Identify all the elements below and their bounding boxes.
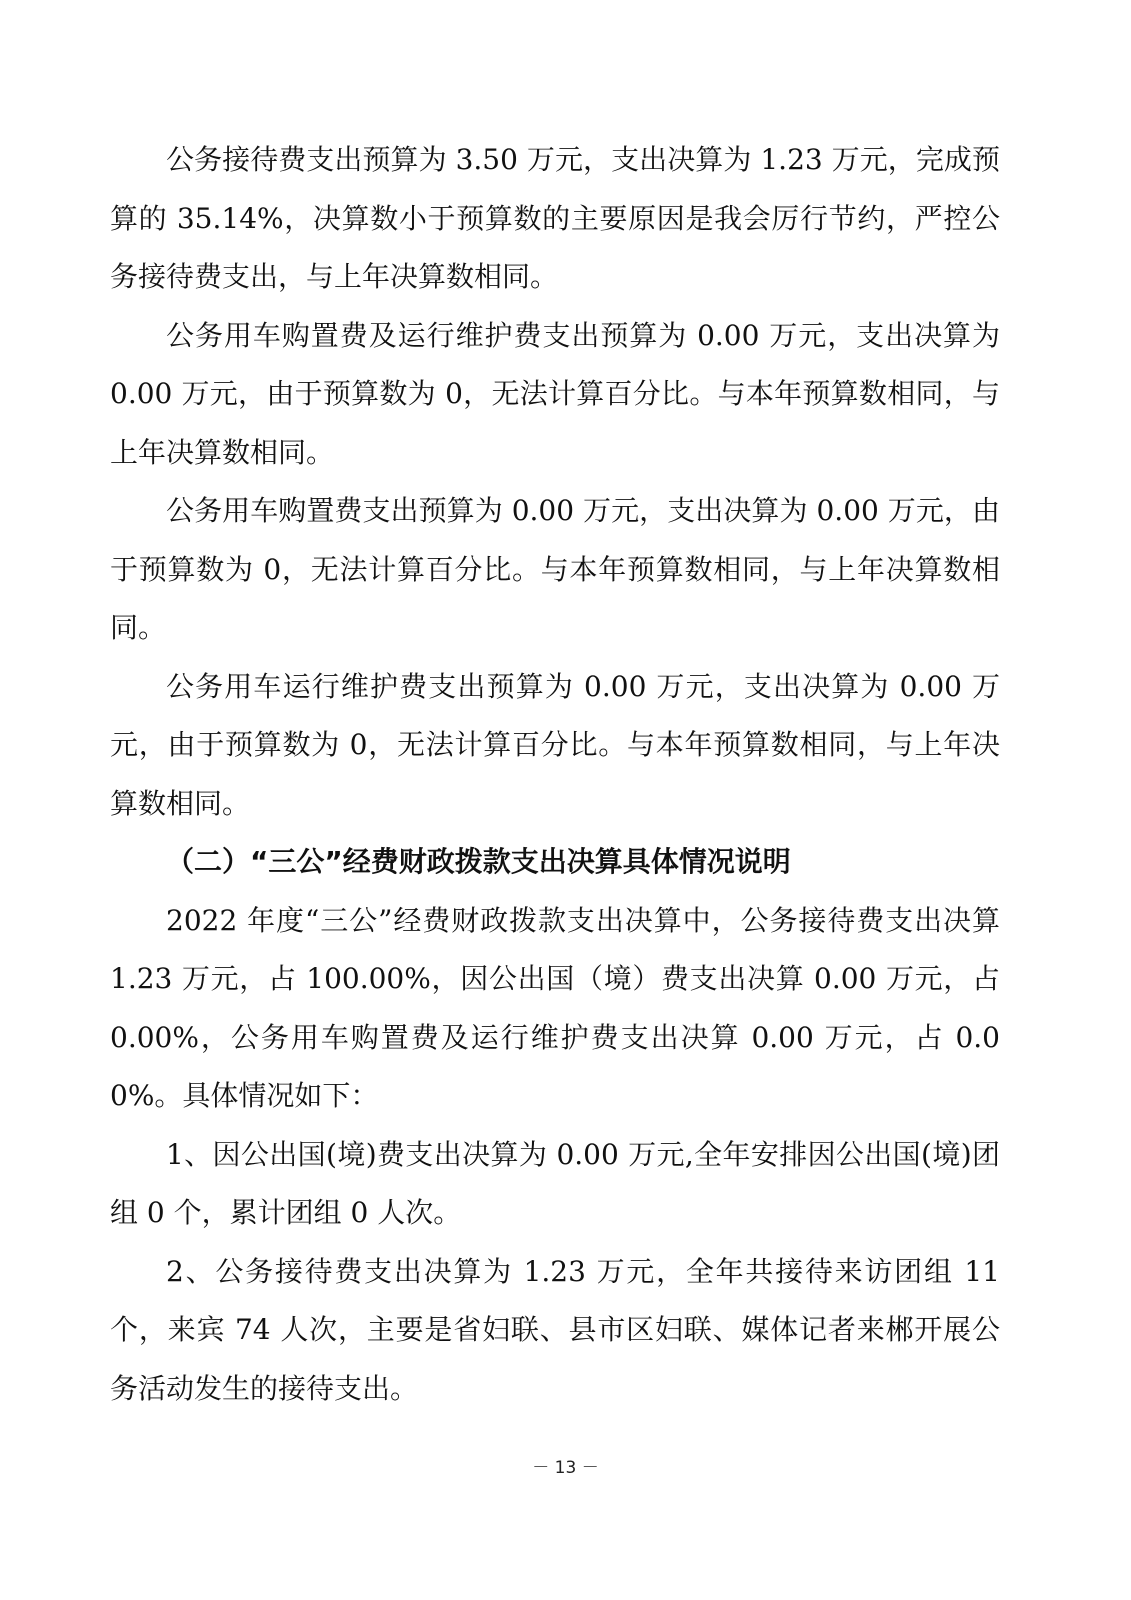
document-body [110, 131, 1000, 1418]
section-heading: （二）“三公”经费财政拨款支出决算具体情况说明 [166, 845, 791, 878]
paragraph-vehicle-purchase: 公务用车购置费支出预算为 0.00 万元，支出决算为 0.00 万元，由于预算数为 0，无法计算百分比。与本年预算数相同，与上年决算数相同。 [110, 494, 1000, 644]
paragraph-overseas-expense: 1、因公出国(境)费支出决算为 0.00 万元,全年安排因公出国(境)团组 0 个，累计团组 0 人次。 [110, 1137, 1000, 1229]
paragraph-vehicle-total: 公务用车购置费及运行维护费支出预算为 0.00 万元，支出决算为 0.00 万元，由于预算数为 0，无法计算百分比。与本年预算数相同，与上年决算数相同。 [110, 318, 1000, 469]
page-number: － 13 － [532, 1458, 599, 1478]
paragraph-reception-expense: 公务接待费支出预算为 3.50 万元，支出决算为 1.23 万元，完成预算的 35.14%，决算数小于预算数的主要原因是我会厉行节约，严控公务接待费支出，与上年决算数相同。 [110, 143, 1000, 293]
paragraph-vehicle-maintenance: 公务用车运行维护费支出预算为 0.00 万元，支出决算为 0.00 万元，由于预算数为 0，无法计算百分比。与本年预算数相同，与上年决算数相同。 [110, 669, 1000, 820]
paragraph-reception-detail: 2、公务接待费支出决算为 1.23 万元，全年共接待来访团组 11 个，来宾 74 人次，主要是省妇联、县市区妇联、媒体记者来郴开展公务活动发生的接待支出。 [110, 1254, 1000, 1405]
paragraph-summary-2022: 2022 年度“三公”经费财政拨款支出决算中，公务接待费支出决算 1.23 万元，占 100.00%，因公出国（境）费支出决算 0.00 万元，占 0.00%，公务用车购置费及运行维护费支出决算 0.00 万元，占 0.00%。具体情况如下： [110, 903, 1000, 1112]
